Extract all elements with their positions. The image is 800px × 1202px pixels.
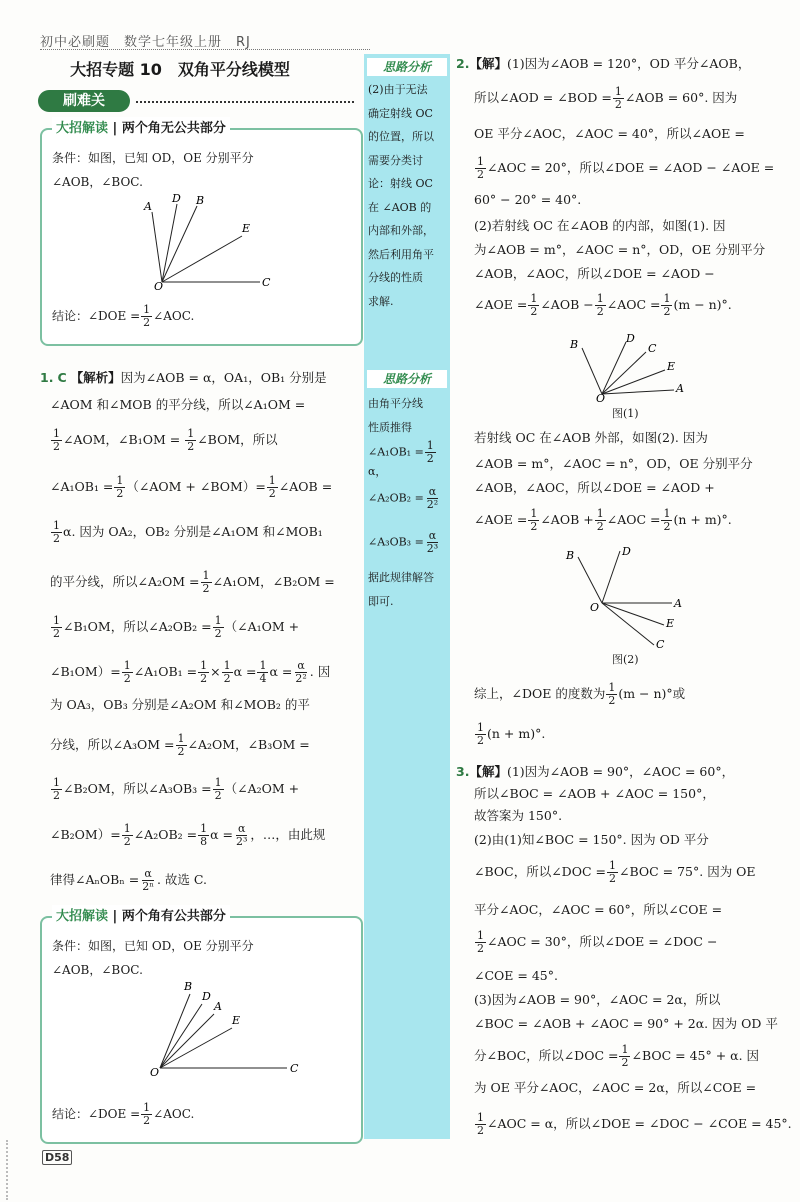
condition-line: ∠AOB，∠BOC. [52,175,143,189]
point-label: E [666,617,675,630]
question-number: 2. [456,56,470,71]
point-label: B [196,194,205,207]
fraction [595,293,606,318]
q3-line [456,764,734,780]
denominator: 8 [200,835,208,848]
text: α = [269,664,293,679]
denominator: 2 [53,532,60,545]
text: 所以∠AOD = ∠BOD = [474,90,612,105]
text: ∠AOM，∠B₁OM = [63,432,181,447]
method-box-no-overlap [40,121,363,346]
text: . 因 [309,664,331,679]
point-label: A [674,597,682,610]
point-label: C [656,638,665,650]
numerator: α [144,867,152,880]
condition-line: 条件：如图，已知 OD，OE 分别平分 [52,151,254,165]
text: α = [233,664,257,679]
numerator: α [428,485,437,498]
denominator: 2 [53,789,60,802]
text: ∠A₂OM，∠B₃OM = [187,737,310,752]
text: ∠AOC = 30°，所以∠DOE = ∠DOC − [487,934,718,949]
text: （∠A₂OM + [224,781,300,796]
point-label: O [596,392,606,402]
note-line: 在 ∠AOB 的 [368,200,432,214]
fraction [267,475,278,500]
q2-line [474,293,732,318]
q2-line: OE 平分∠AOC，∠AOC = 40°，所以∠AOE = [474,126,745,141]
method-box-heading: 大招解读 | 两个角无公共部分 [52,117,230,136]
note-line: 论：射线 OC [368,177,433,190]
q3-line: ∠COE = 45°. [474,968,558,983]
denominator: 2³ [426,542,439,555]
denominator: 2 [214,627,222,640]
fraction [114,475,125,500]
text: 分线，所以∠A₃OM = [50,737,175,752]
denominator: 2 [477,942,484,955]
text: ∠AOE = [474,512,528,527]
dotted-rule [136,101,354,103]
q3-line: ∠BOC = ∠AOB + ∠AOC = 90° + 2α. 因为 OD 平 [474,1016,778,1031]
denominator: 2 [53,440,60,453]
point-label: B [566,549,575,562]
text: ∠AOB + [540,512,594,527]
q3-line: 为 OE 平分∠AOC，∠AOC = 2α，所以∠COE = [474,1080,757,1095]
q2-line: 若射线 OC 在∠AOB 外部，如图(2). 因为 [474,430,708,445]
denominator: 2 [596,520,604,533]
numerator: 1 [621,1043,629,1056]
numerator: 1 [187,427,195,440]
numerator: 1 [200,659,208,672]
note-line: 即可. [368,594,394,608]
denominator: 2 [477,734,484,747]
point-label: C [290,1062,299,1075]
text: ∠AOB − [540,297,594,312]
numerator: 1 [530,292,538,305]
q1-line [50,777,299,802]
numerator: 1 [177,732,185,745]
fraction [234,823,249,848]
point-label: A [144,200,152,213]
q2-line [474,508,732,533]
point-label: C [648,342,657,355]
text: ∠AOC = 20°，所以∠DOE = ∠AOD − ∠AOE = [487,160,775,175]
q2-line: 为∠AOB = m°，∠AOC = n°，OD，OE 分别平分 [474,242,766,257]
note-text: ∠A₁OB₁ = [368,445,424,459]
hint-note [368,440,450,479]
denominator: 2 [202,582,210,595]
point-label: D [202,990,211,1003]
numerator: 1 [202,569,210,582]
q3-line [474,1044,759,1069]
numerator: 1 [477,929,484,942]
answer-choice: C [57,370,67,385]
text: 因为∠AOB = α，OA₁，OB₁ 分别是 [120,370,327,385]
question-number: 1. [40,370,54,385]
fraction [51,520,62,545]
q1-line [50,733,310,758]
conclusion-text: 结论：∠DOE = [52,309,141,323]
fraction [213,777,224,802]
denominator: 2 [530,305,538,318]
fraction [222,660,233,685]
denominator: 2³ [236,835,248,848]
fraction [475,930,486,955]
text: ∠AOB = 60°. 因为 [624,90,738,105]
figure-1-caption: 图(1) [612,407,639,420]
text: (1)因为∠AOB = 90°，∠AOC = 60°， [506,764,735,779]
note-line: 内部和外部， [368,224,434,237]
numerator: 1 [53,427,60,440]
fraction [51,428,62,453]
fraction [425,440,436,465]
numerator: α [428,529,437,542]
numerator: 1 [608,859,616,872]
numerator: 1 [116,474,124,487]
text: ∠AOC = [606,512,661,527]
text: 分∠BOC，所以∠DOC = [474,1048,619,1063]
section-badge: 刷难关 [38,90,130,112]
fraction [141,304,152,329]
numerator: 1 [426,439,434,452]
q2-line [474,682,685,707]
q1-line [40,370,327,386]
fraction [606,682,617,707]
denominator: 2² [426,498,439,511]
point-label: A [214,1000,222,1013]
note-line: 性质推得 [368,420,412,434]
text: ∠A₁OB₁ = [50,479,114,494]
point-label: C [262,276,271,289]
note-line: (2)由于无法 [368,83,428,96]
text: ∠B₁OM，所以∠A₂OB₂ = [63,619,212,634]
solution-tag: 【解】 [469,764,507,779]
question-number: 3. [456,764,470,779]
q1-line [50,570,335,595]
text: ∠B₂OM，所以∠A₃OB₃ = [63,781,212,796]
fraction [425,486,440,511]
note-line: 由角平分线 [368,397,423,410]
denominator: 2 [477,1124,484,1137]
denominator: 2 [614,98,622,111]
text: (n + m)°. [487,726,546,741]
denominator: 2 [596,305,604,318]
numerator: 1 [608,681,616,694]
point-label: D [172,192,181,205]
note-line: 确定射线 OC [368,106,433,120]
q2-line: 60° − 20° = 40°. [474,192,582,207]
hint-note [368,566,450,613]
condition-line: ∠AOB，∠BOC. [52,963,143,977]
note-line: 据此规律解答 [368,571,434,584]
fraction [475,156,486,181]
fraction [528,508,539,533]
numerator: 1 [143,1101,151,1114]
denominator: 2 [143,1114,151,1127]
conclusion [52,304,194,329]
text: . 故选 C. [156,872,207,887]
fraction [293,660,308,685]
fraction [257,660,268,685]
fraction [475,1112,486,1137]
numerator: 1 [214,614,222,627]
text: ∠BOM，所以 [197,432,278,447]
q2-line: (2)若射线 OC 在∠AOB 的内部，如图(1). 因 [474,218,726,233]
denominator: 2 [123,835,131,848]
point-label: B [184,980,193,993]
denominator: 2 [123,672,131,685]
text: （∠A₁OM + [224,619,300,634]
header-divider [40,49,370,50]
numerator: 1 [477,721,484,734]
text: α = [210,827,233,842]
fraction [201,570,212,595]
numerator: α [237,822,246,835]
conclusion-text: ∠AOC. [153,1107,195,1121]
fraction [213,615,224,640]
text: ∠BOC = 45° + α. 因 [631,1048,760,1063]
fraction [425,530,440,555]
method-box-overlap [40,909,363,1144]
text: 律得∠AₙOBₙ = [50,872,140,887]
fraction [122,823,133,848]
denominator: 2 [200,672,208,685]
note-line: 求解. [368,294,394,308]
denominator: 2ⁿ [142,880,154,893]
page-number: D58 [42,1150,72,1165]
fraction [595,508,606,533]
text: ∠A₁OB₁ = [133,664,198,679]
fraction [613,86,624,111]
point-label: E [232,1014,241,1027]
q3-line: (2)由(1)知∠BOC = 150°. 因为 OD 平分 [474,832,709,847]
text: α. 因为 OA₂，OB₂ 分别是∠A₁OM 和∠MOB₁ [63,524,323,539]
denominator: 2 [116,487,124,500]
denominator: 2 [187,440,195,453]
point-label: D [626,332,635,345]
denominator: 2 [608,694,616,707]
q2-line [456,56,750,72]
heading-green: 大招解读 [56,121,109,136]
fraction [661,508,672,533]
q3-line [474,860,756,885]
q1-line: ∠AOM 和∠MOB 的平分线，所以∠A₁OM = [50,397,306,412]
text: (m − n)°或 [618,686,686,701]
method-box-body [52,146,351,194]
point-label: E [667,360,676,373]
point-label: A [676,382,684,395]
point-label: E [242,222,251,235]
fraction [185,428,196,453]
text: ∠B₁OM）= [50,664,121,679]
numerator: 1 [143,303,151,316]
note-line: 分线的性质 [368,271,423,284]
q1-line [50,868,207,893]
fraction [607,860,618,885]
fraction [475,722,486,747]
running-header: 初中必刷题 数学七年级上册 RJ [40,35,251,50]
numerator: α [297,659,305,672]
q3-line: 所以∠BOC = ∠AOB + ∠AOC = 150°， [474,786,715,801]
solution-tag: 【解】 [469,56,507,71]
numerator: 1 [123,659,131,672]
denominator: 2 [621,1056,629,1069]
numerator: 1 [663,507,671,520]
numerator: 1 [268,474,276,487]
denominator: 2 [663,520,671,533]
q3-line [474,1112,792,1137]
q3-line [474,930,717,955]
denominator: 2 [143,316,151,329]
conclusion-text: ∠AOC. [153,309,195,323]
numerator: 1 [259,659,267,672]
text: ∠A₁OM，∠B₂OM = [212,574,335,589]
q1-line: 为 OA₃，OB₃ 分别是∠A₂OM 和∠MOB₂ 的平 [50,697,310,712]
hint-note [368,392,450,439]
method-box-body [52,934,351,982]
note-text: ∠A₂OB₂ = [368,491,424,505]
q3-line: 平分∠AOC，∠AOC = 60°，所以∠COE = [474,902,723,917]
q3-line: 故答案为 150°. [474,808,563,823]
fraction [140,868,156,893]
point-label: O [150,1066,160,1078]
q1-line [50,428,278,453]
point-label: B [570,338,579,351]
q1-line [50,660,330,685]
text: ∠BOC = 75°. 因为 OE [618,864,756,879]
fraction [528,293,539,318]
text: (m − n)°. [673,297,732,312]
note-line: 需要分类讨 [368,153,423,167]
numerator: 1 [477,155,484,168]
text: (1)因为∠AOB = 120°，OD 平分∠AOB， [506,56,751,71]
point-label: D [622,545,631,558]
margin-dots [6,1140,14,1200]
numerator: 1 [223,659,231,672]
q2-line: ∠AOB，∠AOC，所以∠DOE = ∠AOD − [474,266,715,281]
angle-figure [132,190,282,290]
hint-note [368,486,450,511]
figure-1 [560,332,690,402]
denominator: 2 [214,789,222,802]
denominator: 2 [530,520,538,533]
q2-line [474,722,545,747]
text: ∠AOE = [474,297,528,312]
numerator: 1 [596,292,604,305]
denominator: 2 [477,168,484,181]
hint-note [368,530,450,555]
text: ∠B₂OM）= [50,827,121,842]
q3-line: (3)因为∠AOB = 90°，∠AOC = 2α，所以 [474,992,721,1007]
denominator: 2 [53,627,60,640]
heading-text: 两个角有公共部分 [121,909,226,924]
text: 的平分线，所以∠A₂OM = [50,574,200,589]
figure-2 [560,545,690,650]
fraction [176,733,187,758]
hint-heading: 思路分析 [367,58,447,76]
hint-note [368,78,450,313]
point-label: O [590,601,600,614]
fraction [198,660,209,685]
figure-2-caption: 图(2) [612,653,639,666]
numerator: 1 [53,776,60,789]
text: (n + m)°. [673,512,732,527]
note-text: α， [368,465,387,478]
q2-line: ∠AOB，∠AOC，所以∠DOE = ∠AOD + [474,480,715,495]
heading-green: 大招解读 [56,909,109,924]
note-text: ∠A₃OB₃ = [368,535,424,549]
numerator: 1 [123,822,131,835]
fraction [198,823,209,848]
denominator: 2 [426,452,434,465]
condition-line: 条件：如图，已知 OD，OE 分别平分 [52,939,254,953]
fraction [51,615,62,640]
fraction [51,777,62,802]
fraction [141,1102,152,1127]
fraction [619,1044,630,1069]
numerator: 1 [663,292,671,305]
denominator: 2² [295,672,307,685]
point-label: O [154,280,164,290]
method-box-heading: 大招解读 | 两个角有公共部分 [52,905,230,924]
fraction [122,660,133,685]
angle-figure [142,978,302,1078]
text: ∠AOC = [606,297,661,312]
text: ∠AOC = α，所以∠DOE = ∠DOC − ∠COE = 45°. [487,1116,792,1131]
q2-line [474,156,774,181]
denominator: 4 [259,672,267,685]
conclusion-text: 结论：∠DOE = [52,1107,141,1121]
numerator: 1 [53,519,60,532]
section-badge-strip [38,90,358,114]
heading-text: 两个角无公共部分 [121,121,226,136]
note-line: 的位置，所以 [368,130,434,143]
fraction [661,293,672,318]
numerator: 1 [614,85,622,98]
text: × [210,664,221,679]
numerator: 1 [477,1111,484,1124]
text: 综上，∠DOE 的度数为 [474,686,606,701]
q1-line [50,615,299,640]
q2-line: ∠AOB = m°，∠AOC = n°，OD，OE 分别平分 [474,456,753,471]
denominator: 2 [663,305,671,318]
page-title: 大招专题 10 双角平分线模型 [70,60,290,79]
numerator: 1 [214,776,222,789]
q1-line [50,520,323,545]
denominator: 2 [268,487,276,500]
denominator: 2 [177,745,185,758]
text: （∠AOM + ∠BOM）= [126,479,266,494]
solution-tag: 【解析】 [70,370,121,385]
text: ，…，由此规 [250,827,326,842]
numerator: 1 [200,822,208,835]
numerator: 1 [596,507,604,520]
note-line: 然后利用角平 [368,247,434,261]
denominator: 2 [608,872,616,885]
q1-line [50,823,325,848]
numerator: 1 [53,614,60,627]
text: ∠AOB = [278,479,333,494]
text: ∠BOC，所以∠DOC = [474,864,606,879]
conclusion [52,1102,194,1127]
denominator: 2 [223,672,231,685]
numerator: 1 [530,507,538,520]
q1-line [50,475,332,500]
hint-heading: 思路分析 [367,370,447,388]
text: ∠A₂OB₂ = [133,827,198,842]
q2-line [474,86,737,111]
